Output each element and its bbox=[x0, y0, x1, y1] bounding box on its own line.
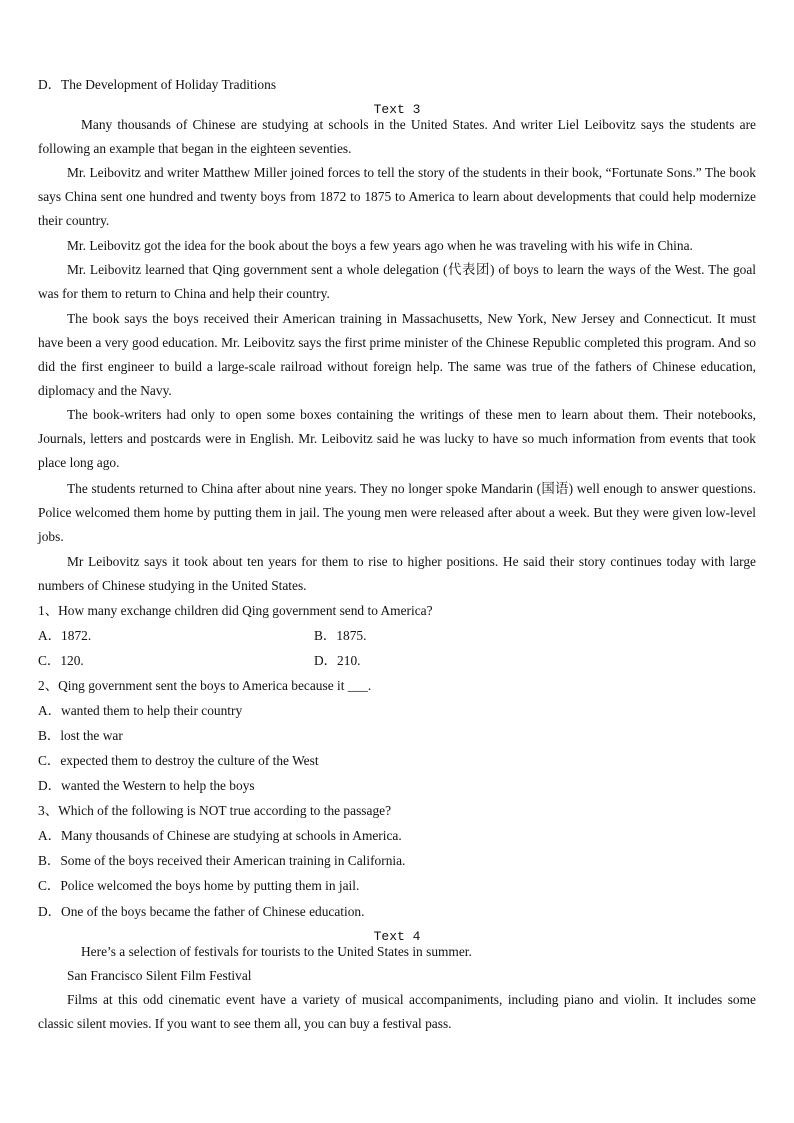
text3-paragraph: The students returned to China after about nine years. They no longer spoke Mandarin (国语) well enough to answer questions. Police welcomed them home by putting them in jail. The young men were released after about a week. But they were given low-level jobs. bbox=[38, 481, 756, 544]
q1-option-b: B．1875. bbox=[314, 628, 367, 643]
previous-option-d: D．The Development of Holiday Traditions bbox=[38, 77, 277, 92]
text4-intro: Here’s a selection of festivals for tourists to the United States in summer. bbox=[81, 944, 472, 959]
question-2: 2、Qing government sent the boys to America because it ___. bbox=[38, 678, 372, 693]
text3-paragraph: Many thousands of Chinese are studying at schools in the United States. And writer Liel Leibovitz says the students are following an example that began in the eighteen seventies. bbox=[38, 117, 756, 156]
text3-paragraph: Mr. Leibovitz learned that Qing government sent a whole delegation (代表团) of boys to learn the ways of the West. The goal was for them to return to China and help their country. bbox=[38, 262, 756, 301]
text4-heading: Text 4 bbox=[373, 929, 421, 944]
q3-option-c: C．Police welcomed the boys home by putting them in jail. bbox=[38, 878, 360, 893]
text4-subtitle: San Francisco Silent Film Festival bbox=[67, 968, 252, 983]
q2-option-d: D．wanted the Western to help the boys bbox=[38, 778, 255, 793]
q1-option-a: A．1872. bbox=[38, 628, 92, 643]
q3-option-d: D．One of the boys became the father of Chinese education. bbox=[38, 904, 365, 919]
q1-option-d: D．210. bbox=[314, 653, 361, 668]
q1-option-c: C．120. bbox=[38, 653, 84, 668]
q2-option-c: C．expected them to destroy the culture of the West bbox=[38, 753, 319, 768]
text3-paragraph: Mr. Leibovitz got the idea for the book about the boys a few years ago when he was traveling with his wife in China. bbox=[67, 238, 693, 253]
text3-paragraph: The book says the boys received their American training in Massachusetts, New York, New Jersey and Connecticut. It must have been a very good education. Mr. Leibovitz says the first prime minister of the Chinese Republic completed this program. And so did the first engineer to build a large-scale railroad without foreign help. The same was true of the fathers of Chinese education, diplomacy and the Navy. bbox=[38, 311, 756, 398]
text3-paragraph: Mr Leibovitz says it took about ten years for them to rise to higher positions. He said their story continues today with large numbers of Chinese studying in the United States. bbox=[38, 554, 756, 593]
question-3: 3、Which of the following is NOT true according to the passage? bbox=[38, 803, 392, 818]
q3-option-a: A．Many thousands of Chinese are studying at schools in America. bbox=[38, 828, 402, 843]
text3-heading: Text 3 bbox=[373, 102, 421, 117]
q3-option-b: B．Some of the boys received their American training in California. bbox=[38, 853, 406, 868]
text4-paragraph: Films at this odd cinematic event have a variety of musical accompaniments, including piano and violin. It includes some classic silent movies. If you want to see them all, you can buy a festival pass. bbox=[38, 992, 756, 1031]
text3-paragraph: Mr. Leibovitz and writer Matthew Miller joined forces to tell the story of the students in their book, “Fortunate Sons.” The book says China sent one hundred and twenty boys from 1872 to 1875 to America to learn about developments that could help modernize their country. bbox=[38, 165, 756, 228]
text3-paragraph: The book-writers had only to open some boxes containing the writings of these men to learn about them. Their notebooks, Journals, letters and postcards were in English. Mr. Leibovitz said he was lucky to have so much information from events that took place long ago. bbox=[38, 407, 756, 470]
question-1: 1、How many exchange children did Qing government send to America? bbox=[38, 603, 433, 618]
q2-option-b: B．lost the war bbox=[38, 728, 123, 743]
q2-option-a: A．wanted them to help their country bbox=[38, 703, 243, 718]
